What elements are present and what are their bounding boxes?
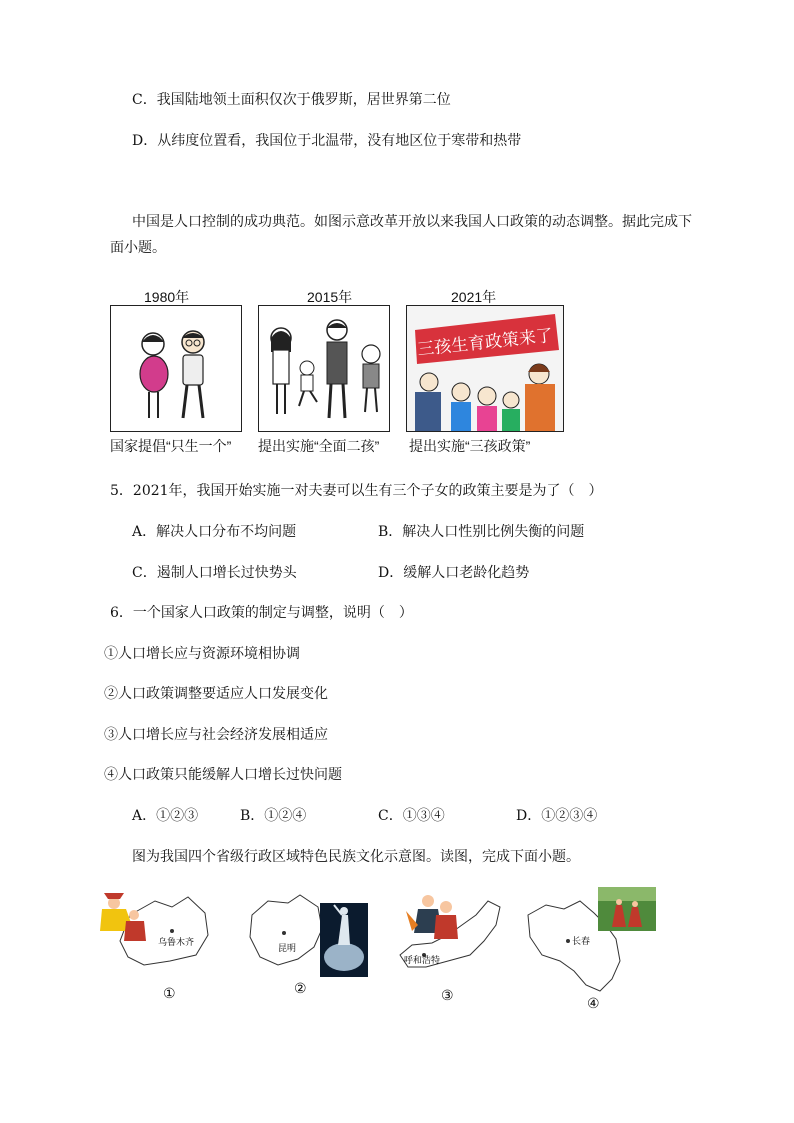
policy-banner-text: 三孩生育政策来了 (416, 325, 554, 361)
q6-option-d: D．①②③④ (516, 808, 598, 824)
q6-stem: 6．一个国家人口政策的制定与调整，说明（ ） (110, 605, 413, 621)
panel-2015-cartoon (258, 305, 390, 432)
map-3-number: ③ (441, 988, 454, 1004)
map-1-number: ① (163, 986, 176, 1002)
family-of-four-illustration (259, 306, 389, 431)
map-4-number: ④ (587, 996, 600, 1012)
passage1-line1: 中国是人口控制的成功典范。如图示意改革开放以来我国人口政策的动态调整。据此完成下 (132, 214, 692, 230)
q5-option-d: D．缓解人口老龄化趋势 (378, 565, 530, 581)
q6-option-a: A．①②③ (132, 808, 199, 824)
panel-2021-cartoon (406, 305, 564, 432)
panel-caption-2015: 提出实施“全面二孩” (258, 438, 380, 454)
panel-year-2021: 2021年 (451, 289, 497, 305)
passage1-line2: 面小题。 (110, 240, 166, 256)
three-children-illustration (407, 306, 563, 431)
q6-statement-4: ④人口政策只能缓解人口增长过快问题 (104, 767, 342, 783)
city-label-changchun: 长春 (572, 937, 591, 947)
city-label-hohhot: 呼和浩特 (404, 956, 441, 966)
map-2-province (238, 885, 378, 990)
map-2-number: ② (294, 981, 307, 997)
city-label-kunming: 昆明 (278, 944, 297, 954)
q5-stem: 5．2021年，我国开始实施一对夫妻可以生有三个子女的政策主要是为了（ ） (110, 483, 603, 499)
panel-year-2015: 2015年 (307, 289, 353, 305)
q6-statement-1: ①人口增长应与资源环境相协调 (104, 646, 300, 662)
option-c-prev: C．我国陆地领土面积仅次于俄罗斯，居世界第二位 (132, 92, 451, 108)
map-4-province (520, 885, 660, 1000)
panel-1980-cartoon (110, 305, 242, 432)
map-1-province (100, 885, 220, 990)
q5-option-b: B．解决人口性别比例失衡的问题 (378, 524, 585, 540)
panel-caption-2021: 提出实施“三孩政策” (409, 438, 531, 454)
q6-option-b: B．①②④ (240, 808, 307, 824)
q6-statement-3: ③人口增长应与社会经济发展相适应 (104, 727, 328, 743)
panel-caption-1980: 国家提倡“只生一个” (110, 438, 232, 454)
q6-option-c: C．①③④ (378, 808, 445, 824)
couple-illustration (111, 306, 241, 431)
city-label-urumqi: 乌鲁木齐 (158, 938, 195, 948)
q5-option-c: C．遏制人口增长过快势头 (132, 565, 297, 581)
option-d-prev: D．从纬度位置看，我国位于北温带，没有地区位于寒带和热带 (132, 133, 522, 149)
map-3-province (392, 885, 512, 990)
panel-year-1980: 1980年 (144, 289, 190, 305)
q5-option-a: A．解决人口分布不均问题 (132, 524, 297, 540)
passage2-line1: 图为我国四个省级行政区域特色民族文化示意图。读图，完成下面小题。 (132, 849, 580, 865)
q6-statement-2: ②人口政策调整要适应人口发展变化 (104, 686, 328, 702)
